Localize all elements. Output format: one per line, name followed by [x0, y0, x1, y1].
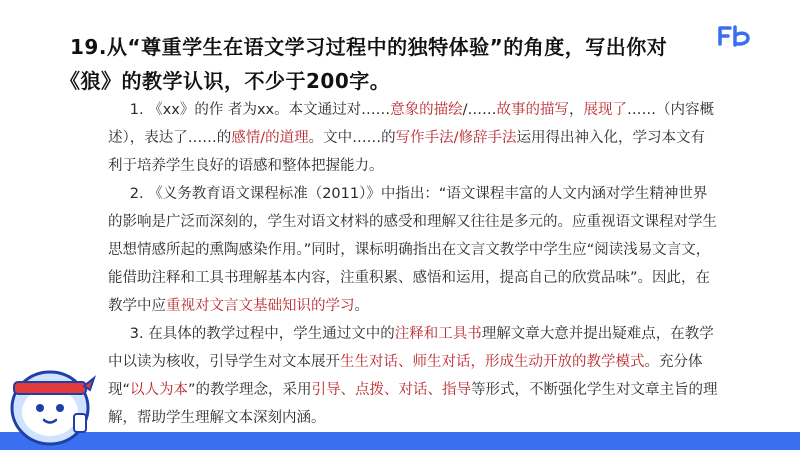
highlight-text: 注释和工具书: [394, 326, 482, 342]
highlight-text: 以人为本: [130, 382, 189, 398]
answer-text: 。: [354, 298, 369, 314]
answer-paragraph-3: [108, 320, 718, 432]
highlight-text: 生生对话、师生对话，形成生动开放的教学模式: [340, 354, 645, 370]
answer-text: ，: [569, 102, 584, 118]
answer-text: 理解文章大意并提出疑难点，在教学中以读为核收，引导学生对文本展开: [108, 326, 714, 370]
answer-text: 。充分体现“: [108, 354, 703, 398]
answer-text: /……: [462, 102, 497, 118]
question-block: [60, 30, 750, 98]
highlight-text: 故事的描写: [496, 102, 570, 118]
question-line-2: 《狼》的教学认识，不少于200字。: [60, 69, 391, 93]
fb-logo-icon: [718, 24, 752, 48]
bottom-brand-band: [0, 432, 800, 450]
answer-text: ……（内容概述），表达了……的: [108, 102, 715, 146]
mascot-icon: [4, 342, 96, 450]
highlight-text: 感情/的道理: [231, 130, 309, 146]
highlight-text: 展现了: [583, 102, 628, 118]
answer-text: 1. 《xx》的作 者为xx。本文通过对……: [129, 102, 391, 118]
answer-text: ”的教学理念，采用: [188, 382, 312, 398]
answer-text: 2. 《义务教育语文课程标准（2011）》中指出：“语文课程丰富的人文内涵对学生精神世界的影响是广泛而深刻的，学生对语文材料的感受和理解又往往是多元的。应重视语文课程对学生思想情感所起的熏陶感染作用。”同时，课标明确指出在文言文教学中学生应“阅读浅易文言文，能借助注释和工具书理解基本内容，注重积累、感悟和运用，提高自己的欣赏品味”。因此，在教学中应: [108, 186, 717, 314]
answer-text: 。文中……的: [308, 130, 396, 146]
answer-text: 等形式，不断强化学生对文章主旨的理解，帮助学生理解文本深刻内涵。: [108, 382, 718, 426]
highlight-text: 重视对文言文基础知识的学习: [166, 298, 355, 314]
highlight-text: 引导、点拨、对话、指导: [311, 382, 472, 398]
answer-text: 3. 在具体的教学过程中，学生通过文中的: [129, 326, 395, 342]
answer-paragraph-2: [108, 180, 718, 320]
highlight-text: 意象的描绘: [390, 102, 463, 118]
answer-paragraph-1: [108, 96, 718, 180]
highlight-text: 写作手法/修辞手法: [395, 130, 517, 146]
answer-text: 运用得出神入化，学习本文有利于培养学生良好的语感和整体把握能力。: [108, 130, 706, 174]
question-line-1: 19.从“尊重学生在语文学习过程中的独特体验”的角度，写出你对: [70, 35, 668, 59]
answer-block: [108, 96, 718, 432]
